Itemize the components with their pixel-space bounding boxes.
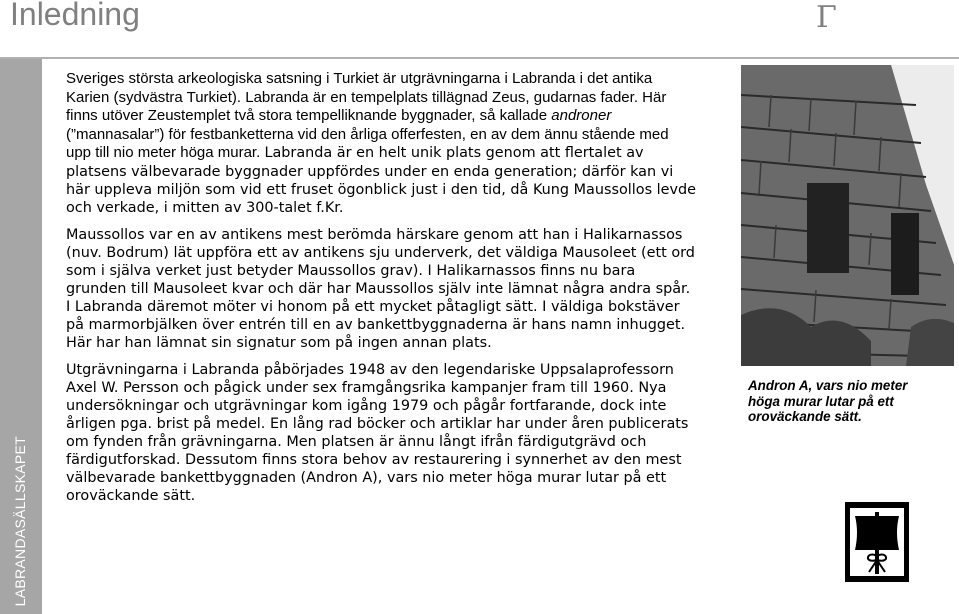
paragraph-intro (66, 70, 696, 217)
paragraph-excavations: Utgrävningarna i Labranda påbörjades 1948 av den legendariske Uppsalaprofessorn Axel W. Persson och pågick under sex framgångsrika kampanjer fram till 1960. Nya undersökningar och utgrävningar kom igång 1979 och pågår fortfarande, dock inte årligen pga. brist på medel. En lång rad böcker och artiklar har under åren publicerats om fynden från grävningarna. Men platsen är ännu långt ifrån färdigutgrävd och färdigutforskad. Dessutom finns stora behov av restaurering i synnerhet av den mest välbevarade bankettbyggnaden (Andron A), vars nio meter höga murar lutar på ett oroväckande sätt. (66, 361, 689, 504)
paragraph-intro-part-3: Labranda är en helt unik plats genom att flertalet av platsens välbevarade byggnader uppfördes under en enda generation; därför kan vi här uppleva miljön som vid ett fruset ögonblick just i den tid, då Kung Maussollos levde och verkade, i mitten av 300-talet f.Kr. (66, 145, 697, 216)
sidebar-label: LABRANDASÄLLSKAPET (12, 435, 28, 606)
photo-caption: Andron A, vars nio meter höga murar lutar på ett oroväckande sätt. (748, 378, 908, 424)
paragraph-intro-part-1: Sveriges största arkeologiska satsning i Turkiet är utgrävningarna i Labranda i det antika Karien (sydvästra Turkiet). Labranda är en tempelplats tillägnad Zeus, gudarnas fader. Här finns utöver Zeustemplet två stora tempelliknande byggnader, så kallade (66, 70, 667, 125)
page-title: Inledning (10, 0, 140, 32)
gamma-symbol: Γ (816, 0, 837, 35)
page-header (0, 0, 959, 56)
androner-term: androner (551, 107, 612, 125)
paragraph-maussollos: Maussollos var en av antikens mest berömda härskare genom att han i Halikarnassos (nuv. Bodrum) lät uppföra ett av antikens sju underverk, det väldiga Mausoleet (ett ord som i själva verket just betyder Maussollos grav). I Halikarnassos finns nu bara grunden till Mausoleet kvar och där har Maussollos själv inte lämnat några andra spår. I Labranda däremot möter vi honom på ett mycket påtagligt sätt. I väldiga bokstäver på marmorbjälken över entrén till en av bankettbyggnaderna är hans namn inhugget. Här har han lämnat sin signatur som på ingen annan plats. (66, 226, 695, 351)
andron-photo (741, 65, 954, 366)
sidebar (0, 59, 42, 614)
main-text (66, 70, 696, 505)
header-divider (0, 57, 959, 59)
paragraph-intro-part-2: (”mannasalar”) för festbanketterna vid den årliga offerfesten, en av dem ännu stående med upp till nio meter höga murar. (66, 125, 669, 162)
double-axe-logo (845, 502, 909, 582)
